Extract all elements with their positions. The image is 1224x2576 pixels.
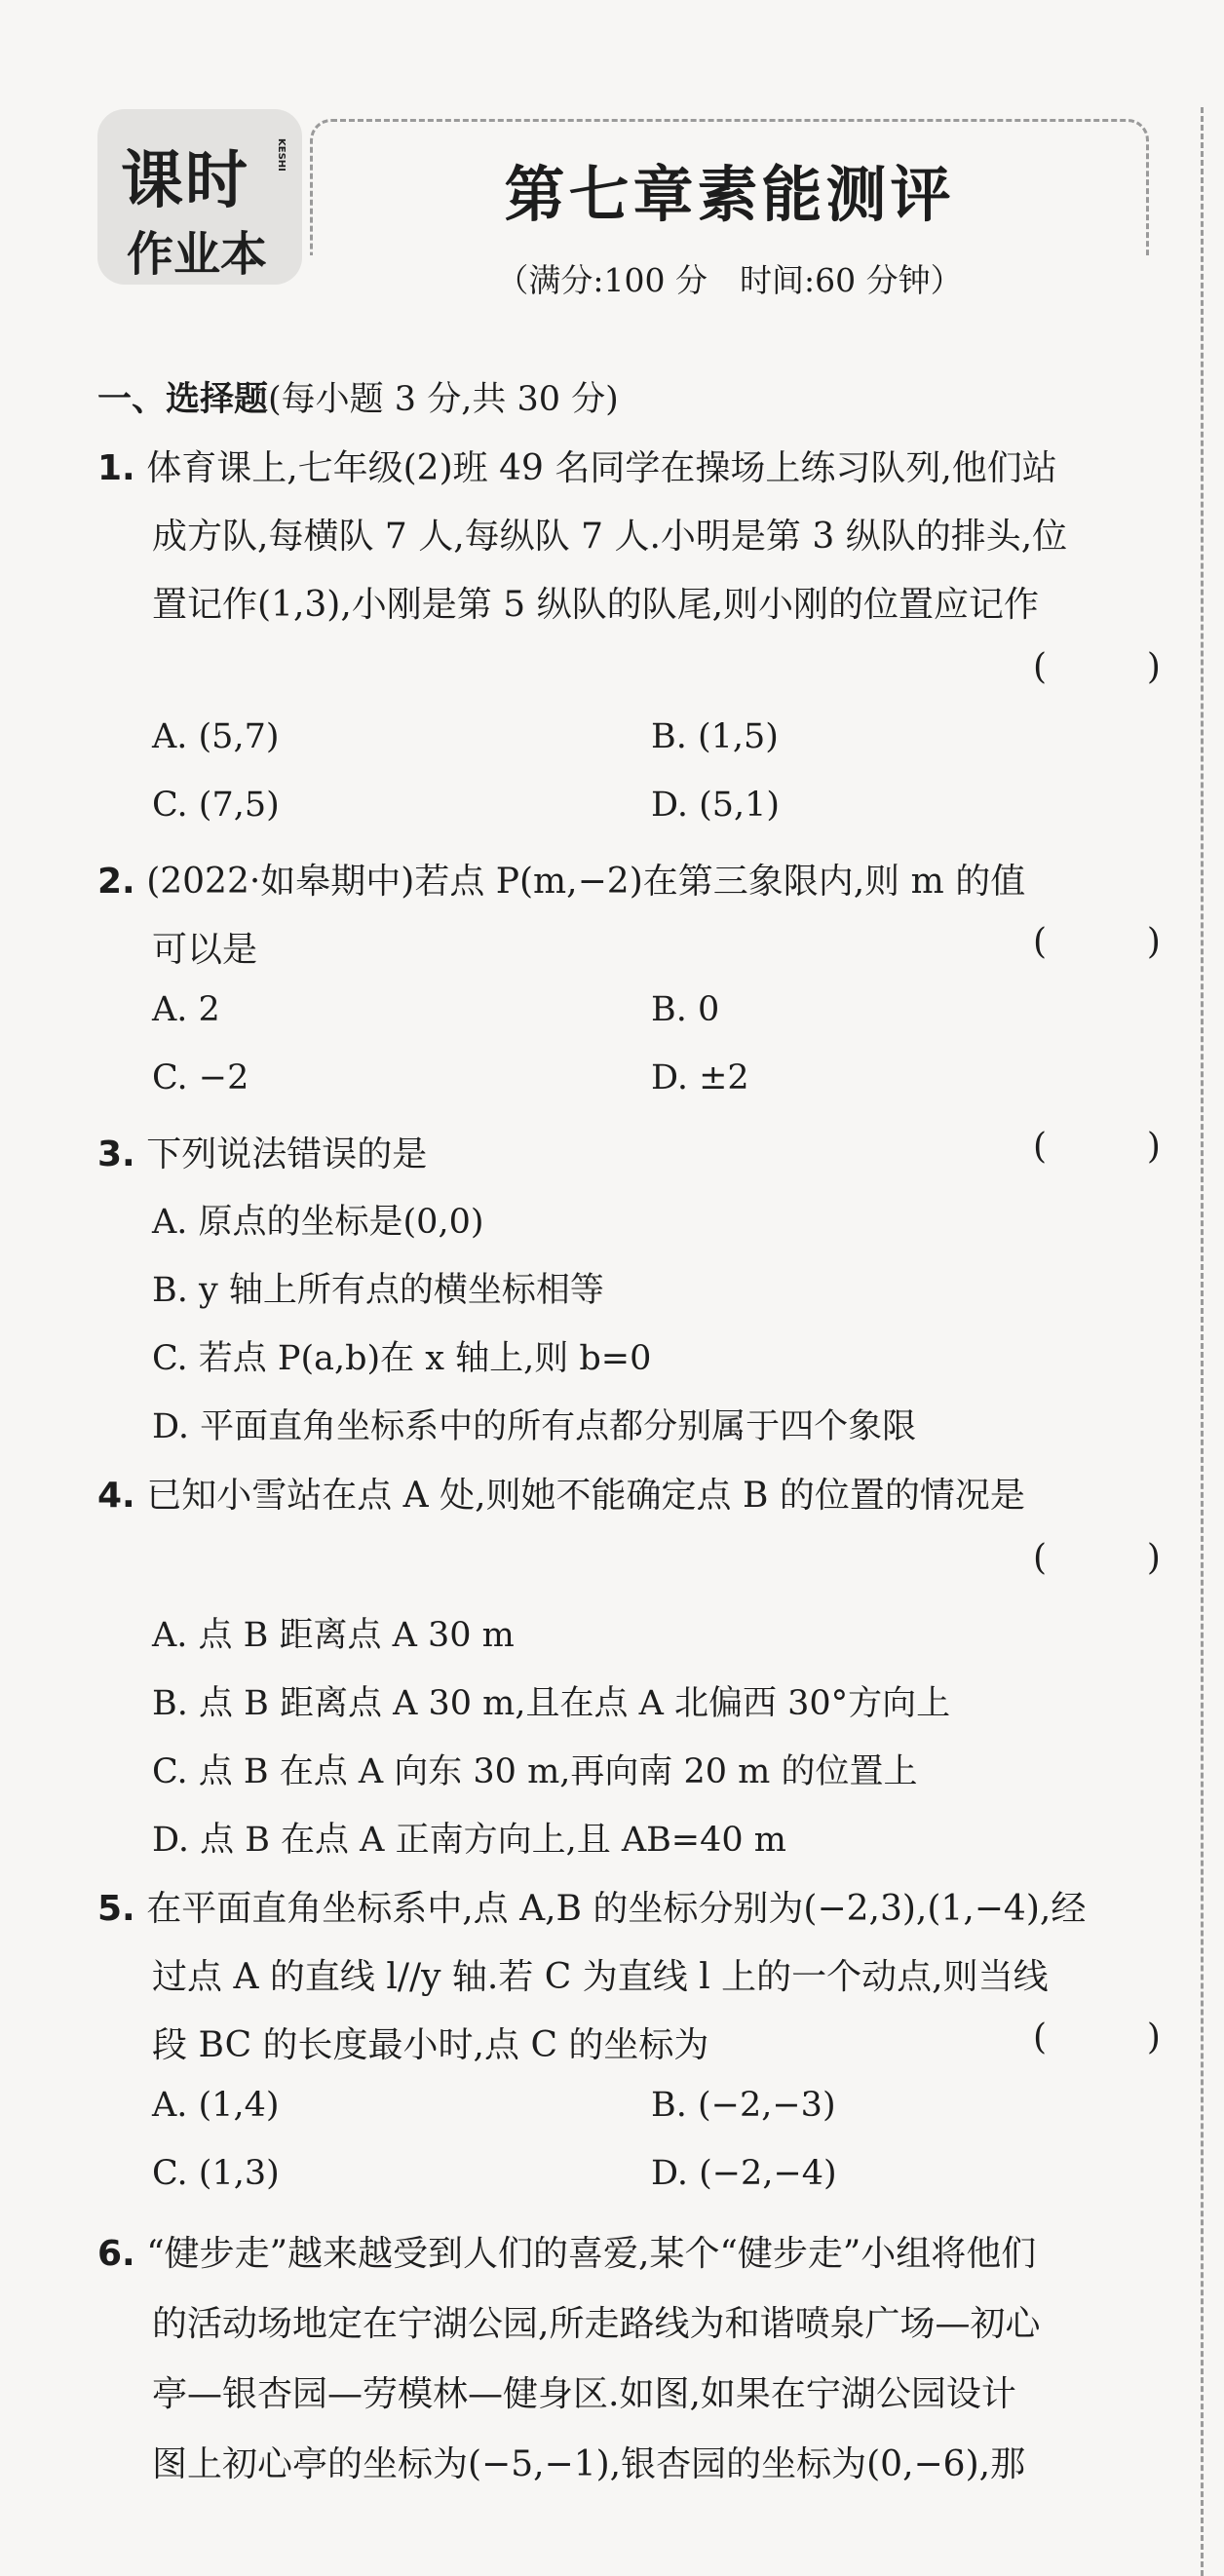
question-1-line-3: 置记作(1,3),小刚是第 5 纵队的队尾,则小刚的位置应记作 xyxy=(152,585,1040,625)
question-3-line-1 xyxy=(97,1127,427,1176)
answer-blank[interactable]: ( ) xyxy=(1033,1127,1161,1167)
section-heading xyxy=(97,372,619,421)
question-6-line-4: 图上初心亭的坐标为(−5,−1),银杏园的坐标为(0,−6),那 xyxy=(152,2444,1026,2484)
option-c: C. (7,5) xyxy=(152,786,280,825)
question-number: 5. xyxy=(97,1889,135,1929)
option-b: B. (−2,−3) xyxy=(651,2086,836,2125)
option-a: A. (1,4) xyxy=(152,2086,280,2125)
option-c: C. (1,3) xyxy=(152,2154,280,2193)
question-text: 下列说法错误的是 xyxy=(146,1134,428,1174)
question-1-line-1 xyxy=(97,441,1057,490)
logo-line1: 课时 xyxy=(121,145,249,217)
page-title: 第七章素能测评 xyxy=(504,159,955,230)
question-6-line-1 xyxy=(97,2226,1036,2276)
question-2-line-2: 可以是 xyxy=(152,930,258,970)
option-c: C. −2 xyxy=(152,1058,249,1097)
option-a: A. 点 B 距离点 A 30 m xyxy=(152,1616,515,1655)
question-5-line-3: 段 BC 的长度最小时,点 C 的坐标为 xyxy=(152,2025,709,2065)
option-d: D. 点 B 在点 A 正南方向上,且 AB=40 m xyxy=(152,1821,786,1860)
question-text: 已知小雪站在点 A 处,则她不能确定点 B 的位置的情况是 xyxy=(146,1476,1025,1516)
option-b: B. (1,5) xyxy=(651,717,779,756)
logo xyxy=(97,109,302,285)
answer-blank[interactable]: ( ) xyxy=(1033,1538,1161,1578)
question-number: 1. xyxy=(97,448,135,488)
answer-blank[interactable]: ( ) xyxy=(1033,922,1161,962)
answer-blank[interactable]: ( ) xyxy=(1033,647,1161,687)
question-text: 体育课上,七年级(2)班 49 名同学在操场上练习队列,他们站 xyxy=(146,448,1057,488)
question-text: “健步走”越来越受到人们的喜爱,某个“健步走”小组将他们 xyxy=(146,2234,1037,2274)
option-c: C. 若点 P(a,b)在 x 轴上,则 b=0 xyxy=(152,1339,652,1378)
page-subtitle: （满分:100 分 时间:60 分钟） xyxy=(310,255,1149,301)
question-6-line-2: 的活动场地定在宁湖公园,所走路线为和谐喷泉广场—初心 xyxy=(152,2304,1041,2344)
question-2-line-1 xyxy=(97,854,1025,904)
question-number: 4. xyxy=(97,1476,135,1516)
question-number: 2. xyxy=(97,862,135,902)
question-5-line-2: 过点 A 的直线 l//y 轴.若 C 为直线 l 上的一个动点,则当线 xyxy=(152,1957,1049,1997)
option-c: C. 点 B 在点 A 向东 30 m,再向南 20 m 的位置上 xyxy=(152,1752,918,1791)
option-b: B. 点 B 距离点 A 30 m,且在点 A 北偏西 30°方向上 xyxy=(152,1684,951,1723)
option-b: B. y 轴上所有点的横坐标相等 xyxy=(152,1271,604,1310)
question-1-line-2: 成方队,每横队 7 人,每纵队 7 人.小明是第 3 纵队的排头,位 xyxy=(152,517,1068,557)
option-d: D. ±2 xyxy=(651,1058,749,1097)
option-d: D. (−2,−4) xyxy=(651,2154,837,2193)
question-text: 在平面直角坐标系中,点 A,B 的坐标分别为(−2,3),(1,−4),经 xyxy=(146,1889,1087,1929)
option-b: B. 0 xyxy=(651,990,720,1029)
option-a: A. (5,7) xyxy=(152,717,280,756)
answer-blank[interactable]: ( ) xyxy=(1033,2018,1161,2057)
option-a: A. 2 xyxy=(152,990,220,1029)
option-d: D. 平面直角坐标系中的所有点都分别属于四个象限 xyxy=(152,1407,917,1446)
option-a: A. 原点的坐标是(0,0) xyxy=(152,1203,484,1242)
margin-dashed-rule xyxy=(1201,107,1204,2576)
logo-pinyin: KESHI xyxy=(276,138,287,172)
option-d: D. (5,1) xyxy=(651,786,781,825)
question-4-line-1 xyxy=(97,1468,1025,1518)
section-title: 一、选择题 xyxy=(97,380,269,419)
question-5-line-1 xyxy=(97,1881,1086,1931)
question-text: (2022·如皋期中)若点 P(m,−2)在第三象限内,则 m 的值 xyxy=(146,862,1026,902)
question-6-line-3: 亭—银杏园—劳模林—健身区.如图,如果在宁湖公园设计 xyxy=(152,2374,1016,2414)
question-number: 3. xyxy=(97,1134,135,1174)
question-number: 6. xyxy=(97,2234,135,2274)
section-note: (每小题 3 分,共 30 分) xyxy=(268,380,619,419)
logo-line2: 作业本 xyxy=(127,227,268,282)
